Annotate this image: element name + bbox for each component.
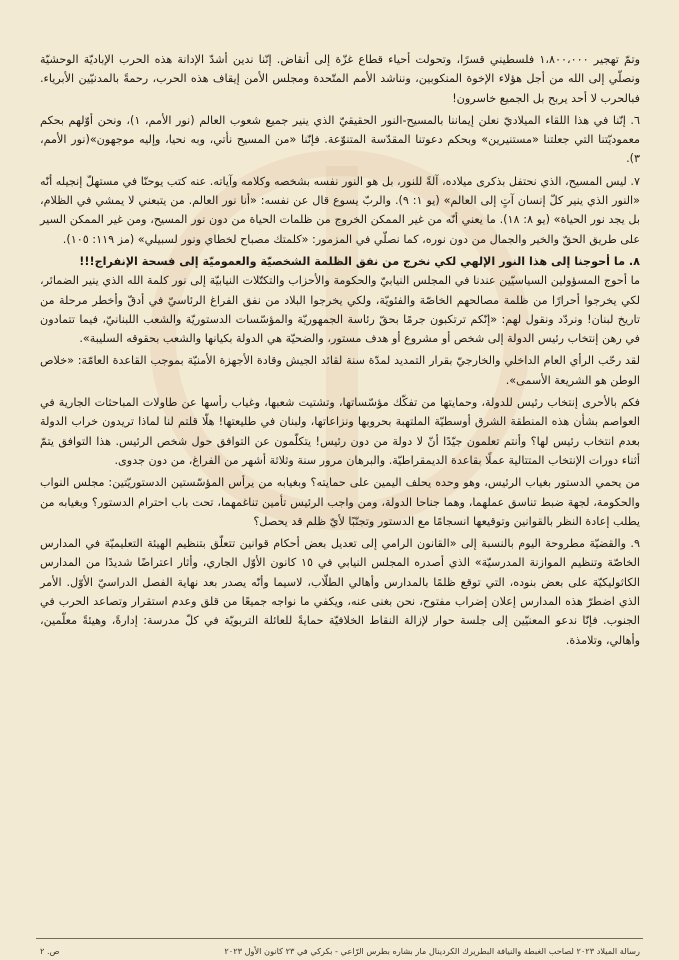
paragraph-8-heading: ٨. ما أحوجنا إلى هذا النور الإلهي لكي نخرج من نفق الظلمة الشخصيّة والعموميّة إلى فسحة الإنفراج!!! xyxy=(79,254,640,268)
paragraph-constitution: من يحمي الدستور بغياب الرئيس، وهو وحده يحلف اليمين على حمايته؟ وبغيابه من يرأس المؤسّستين الدستوريّتين: مجلس النواب والحكومة، لجهة ضبط تناسق عملهما، وهما جناحا الدولة، ومن واجب الرئيس تأمين تناغمهما، تحت باب احترام الدستور؟ وبغيابه من يطلب إعادة النظر بالقوانين وتوقيعها انسجامًا مع الدستور وتجنّبًا لأيّ ظلم قد يحصل؟ xyxy=(40,476,640,528)
page-number: ص. ٢ xyxy=(40,946,60,956)
paragraph-7: ٧. ليس المسيح، الذي نحتفل بذكرى ميلاده، آلةً للنور، بل هو النور نفسه بشخصه وكلامه وآياته. عنه كتب يوحنّا في مستهلّ إنجيله أنّه «النور الذي ينير كلّ إنسان آتٍ إلى العالم» (يو ١: ٩). والربّ يسوع قال عن نفسه: «أنا نور العالم. من يتبعني لا يمشي في الظلام، بل يجد نور الحياة» (يو ٨: ١٨). ما يعني أنّه من غير الممكن الخروج من ظلمات الحياة من دون نور المسيح، ومن غير الممكن السير على طريق الحقّ والخير والجمال من دون نوره، كما نصلّي في المزمور: «كلمتك مصباح لخطاي ونور لسبيلي» (مز ١١٩: ١٠٥). xyxy=(40,174,640,246)
body-text xyxy=(40,50,640,650)
footer-divider xyxy=(36,938,643,939)
page-footer xyxy=(40,944,640,958)
paragraph-army-extension: لقد رحّب الرأي العام الداخلي والخارجيّ بقرار التمديد لمدّة سنة لقائد الجيش وقادة الأجهزة الأمنيّة بموجب القاعدة العامّة: «خلاص الوطن هو الشريعة الأسمى». xyxy=(40,354,640,387)
paragraph-president-election: فكم بالأحرى إنتخاب رئيس للدولة، وحمايتها من تفكّك مؤسّساتها، وتشتيت شعبها، وغياب رأسها عن طاولات المباحثات الجارية في العواصم بشأن هذه المنطقة الشرق أوسطيّة الملتهبة بحروبها ونزاعاتها، ولبنان في طليعتها! هلّا قلتم لنا لماذا تريدون خراب الدولة بعدم انتخاب رئيس لها؟ وأنتم تعلمون جيّدًا أنّ لا دولة من دون رئيس! يتكلّمون عن التوافق حول شخص الرئيس. هذا التوافق يتمّ أثناء دورات الإنتخاب المتتالية عملًا بقاعدة الديمقراطيّة. والبرهان مرور سنة وثلاثة أشهر من الفراغ، من دون جدوى. xyxy=(40,396,640,467)
footer-title: رسالة الميلاد ٢٠٢٣ لصاحب الغبطة والنيافة البطريرك الكردينال مار بشاره بطرس الرّاعي - بكركي في ٢٣ كانون الأول ٢٠٢٣ xyxy=(224,946,640,956)
paragraph-8-body: ما أحوج المسؤولين السياسيّين عندنا في المجلس النيابيّ والحكومة والأحزاب والتكتّلات النيابيّة إلى نور كلمة الله الذي ينير الضمائر، لكي يخرجوا أحرارًا من ظلمة مصالحهم الخاصّة والفئويّة، ولكي يخرجوا البلاد من نفق الفراغ الرئاسيّ في أدقّ وأخطر مرحلة من تاريخ لبنان! ونردّد ونقول لهم: «إنّكم ترتكبون جرمًا بحقّ رئاسة الجمهوريّة والمؤسّسات الدستوريّة والشعب اللبنانيّ، فيما تتمادون في رهن إنتخاب رئيس الدولة إلى شخص أو مشروع أو هدف مستور، والضحيّة هي الدولة بكيانها والشعب بحقوقه السليبة». xyxy=(40,274,640,346)
paragraph-9: ٩. والقضيّة مطروحة اليوم بالنسبة إلى «القانون الرامي إلى تعديل بعض أحكام قوانين تتعلّق بتنظيم الهيئة التعليميّة في المدارس الخاصّة وتنظيم الموازنة المدرسيّة» الذي أصدره المجلس النيابي في ١٥ كانون الأوّل الجاري، وأثار اعتراضًا شديدًا من المدارس الكاثوليكيّة على بعض بنوده، التي توقع ظلمًا بالمدارس وأهالي الطلّاب، لاسيما وأنّه يصدر بعد نهاية الفصل الدراسيّ الأوّل. الأمر الذي اضطرّ هذه المدارس إعلان إضراب مفتوح، نحن بغنى عنه، ويكفي ما نواجه جميعًا من قلق وعدم استقرار وتصاعد الحرب في الجنوب. فإنّا ندعو المعنيّين إلى جلسة حوار لإزالة النقاط الخلافيّة حمايةً للعائلة التربويّة في كلّ مدرسة: إدارةً، وهيئةً معلّمين، وأهالي، وتلامذة. xyxy=(40,537,640,647)
paragraph-6: ٦. إنّنا في هذا اللقاء الميلاديّ نعلن إيماننا بالمسيح-النور الحقيقيّ الذي ينير جميع شعوب العالم (نور الأمم، ١)، ونحن أوّلهم بحكم معموديّتنا التي جعلتنا «مستنيرين» وبحكم دعوتنا المقدّسة المتنوّعة. فإنّنا «من المسيح نأتي، وبه نحيا، وإليه موجهون»(نور الأمم، ٣). xyxy=(40,113,640,166)
paragraph-intro: وتمّ تهجير ١،٨٠٠،٠٠٠ فلسطيني قسرًا، وتحولت أحياء قطاع غزّة إلى أنقاض. إنّنا ندين أشدّ الإدانة هذه الحرب الإباديّة الوحشيّة ونصلّي إلى الله من أجل هؤلاء الإخوة المنكوبين، ونناشد الأمم المتّحدة ومجلس الأمن إيقاف هذه الحرب، رحمةً بالمدنيّين الأبرياء. فبالحرب لا أحد يربح بل الجميع خاسرون! xyxy=(40,53,640,105)
